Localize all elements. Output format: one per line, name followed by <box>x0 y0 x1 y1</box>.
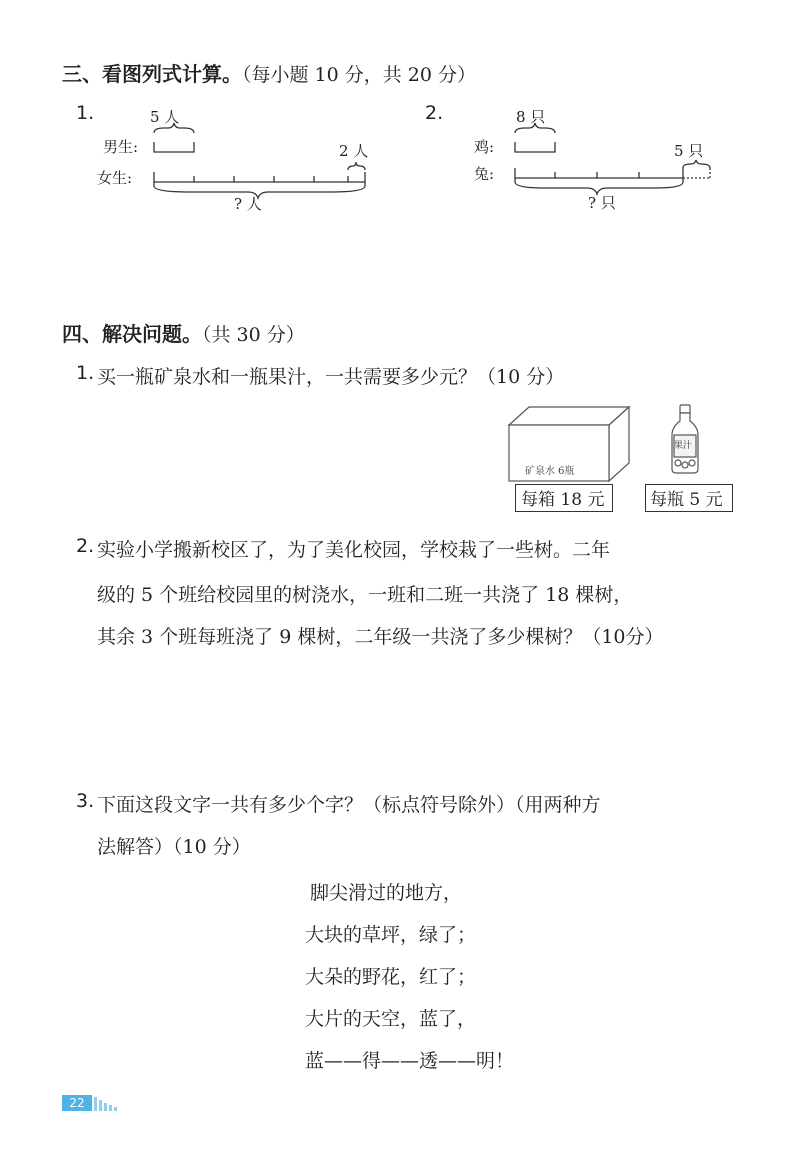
s3-q1-total-label: ? 人 <box>234 195 262 213</box>
water-box-label: 矿泉水 6瓶 <box>525 466 575 477</box>
poem-line-1: 脚尖滑过的地方， <box>310 882 463 904</box>
poem-line-3: 大朵的野花，红了； <box>305 966 477 988</box>
price-bottle-text: 每瓶 5 元 <box>650 490 723 510</box>
poem-line-2: 大块的草坪，绿了； <box>305 924 477 946</box>
s3-q2-number: 2. <box>425 102 444 124</box>
price-box-text: 每箱 18 元 <box>521 490 605 510</box>
s4-q2-number: 2. <box>76 535 95 557</box>
s3-q1-extra-label: 2 人 <box>339 142 369 160</box>
s4-q2-line3: 其余 3 个班每班浇了 9 棵树，二年级一共浇了多少棵树？（10分） <box>97 626 664 648</box>
section3-title: 三、看图列式计算。 <box>62 62 242 86</box>
s4-q2-line2: 级的 5 个班给校园里的树浇水，一班和二班一共浇了 18 棵树， <box>97 584 633 606</box>
poem-line-5: 蓝——得——透——明！ <box>305 1050 515 1072</box>
s3-q2-top-label: 8 只 <box>516 108 546 126</box>
s3-q2-chicken-label: 鸡: <box>474 138 495 156</box>
juice-bottle-label: 果汁 <box>674 441 693 451</box>
s3-q2-extra-label: 5 只 <box>674 142 704 160</box>
s3-q2-rabbit-label: 兔: <box>474 165 495 183</box>
section4-note: （共 30 分） <box>202 324 305 346</box>
section4-title: 四、解决问题。 <box>62 322 202 346</box>
s4-q1-number: 1. <box>76 362 95 384</box>
poem-line-4: 大片的天空，蓝了， <box>305 1008 477 1030</box>
s3-q1-top-label: 5 人 <box>150 108 180 126</box>
page-number: 22 <box>62 1095 92 1111</box>
page-number-bars-icon <box>94 1095 124 1111</box>
s3-q1-line-diagram <box>140 120 380 200</box>
s4-q3-line2: 法解答）（10 分） <box>97 836 251 858</box>
s3-q2-line-diagram <box>505 120 725 200</box>
s4-q1-text: 买一瓶矿泉水和一瓶果汁，一共需要多少元？（10 分） <box>97 366 565 388</box>
s3-q2-total-label: ? 只 <box>588 194 616 212</box>
s3-q1-boys-label: 男生: <box>103 138 139 156</box>
s3-q1-girls-label: 女生: <box>97 169 133 187</box>
section4-heading <box>62 318 305 347</box>
s4-q3-line1: 下面这段文字一共有多少个字？（标点符号除外）（用两种方 <box>97 794 601 816</box>
s3-q1-number: 1. <box>76 102 95 124</box>
section3-note: （每小题 10 分，共 20 分） <box>242 64 477 86</box>
s4-q3-number: 3. <box>76 790 95 812</box>
s4-q2-line1: 实验小学搬新校区了，为了美化校园，学校栽了一些树。二年 <box>97 539 611 561</box>
section3-heading <box>62 58 476 87</box>
